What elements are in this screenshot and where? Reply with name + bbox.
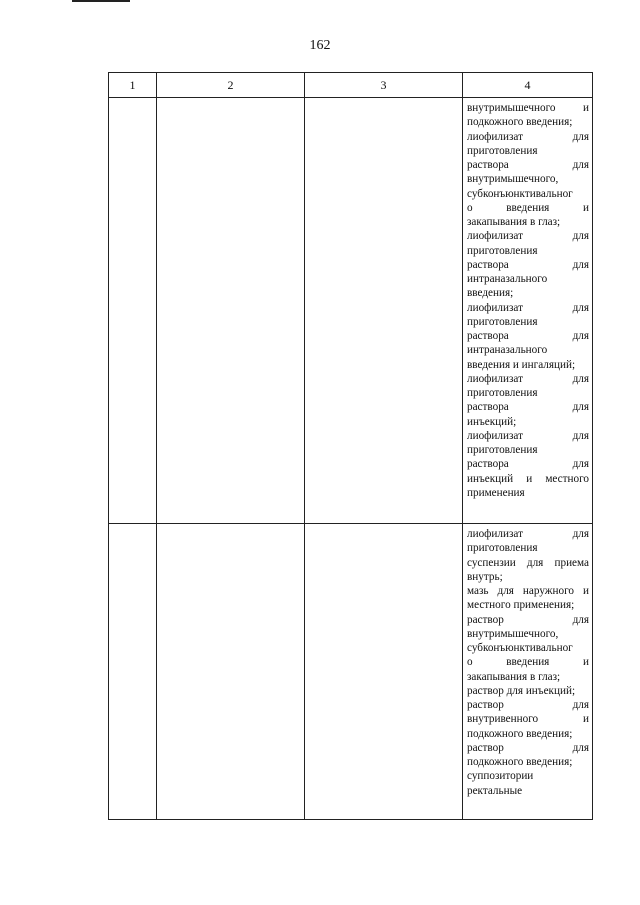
text-word: подкожного введения;: [467, 727, 573, 740]
text-line: [467, 244, 589, 258]
text-word: и: [582, 656, 589, 669]
text-word: для: [572, 258, 589, 271]
text-line: [467, 101, 589, 115]
text-word: и: [582, 201, 589, 214]
text-word: инъекций;: [467, 415, 517, 428]
text-line: [467, 641, 589, 655]
text-line: [467, 443, 589, 457]
document-table: [108, 72, 593, 820]
text-line: [467, 215, 589, 229]
text-line: [467, 429, 589, 443]
text-word: приготовления: [467, 144, 538, 157]
header-cell-1: 1: [109, 73, 157, 98]
text-word: раствор для инъекций;: [467, 684, 576, 697]
text-line: [467, 372, 589, 386]
text-word: введения: [506, 201, 550, 214]
text-line: [467, 784, 589, 798]
text-line: [467, 301, 589, 315]
text-word: внутривенного: [467, 713, 539, 726]
text-word: интраназального: [467, 344, 548, 357]
row2-col1-cell: [109, 524, 157, 820]
row1-col2-cell: [157, 98, 305, 524]
text-word: интраназального: [467, 273, 548, 285]
text-word: лиофилизат: [467, 130, 523, 143]
header-cell-2: 2: [157, 73, 305, 98]
row2-col2-cell: [157, 524, 305, 820]
text-word: инъекций: [467, 472, 514, 485]
text-word: для: [572, 613, 589, 626]
text-word: для: [526, 556, 544, 569]
text-line: [467, 286, 589, 300]
text-line: [467, 655, 589, 669]
text-word: и: [583, 713, 589, 726]
text-word: для: [572, 458, 589, 471]
text-line: [467, 684, 589, 698]
text-word: суспензии: [467, 556, 516, 569]
text-word: суппозитории: [467, 770, 534, 783]
text-line: [467, 457, 589, 471]
text-line: [467, 343, 589, 357]
text-word: и: [526, 472, 533, 485]
text-word: приготовления: [467, 542, 538, 555]
text-word: введения: [506, 656, 550, 669]
text-word: закапывания в глаз;: [467, 216, 561, 228]
text-word: приготовления: [467, 244, 538, 257]
text-word: для: [572, 401, 589, 414]
table-row: [109, 524, 593, 820]
text-line: [467, 670, 589, 684]
text-word: для: [572, 230, 589, 243]
text-word: для: [572, 159, 589, 171]
text-word: раствора: [467, 330, 509, 342]
text-word: внутрь;: [467, 570, 503, 583]
text-line: [467, 769, 589, 783]
text-word: раствора: [467, 159, 509, 171]
text-line: [467, 258, 589, 272]
text-line: [467, 315, 589, 329]
header-cell-4: 4: [463, 73, 593, 98]
header-cell-3: 3: [305, 73, 463, 98]
text-line: [467, 187, 589, 201]
text-line: [467, 727, 589, 741]
text-word: для: [497, 585, 514, 597]
text-word: раствор: [467, 741, 504, 754]
row2-dosage-forms-cell: [463, 524, 593, 820]
text-word: раствор: [467, 613, 504, 626]
text-line: [467, 741, 589, 755]
text-word: для: [572, 372, 589, 385]
text-line: [467, 158, 589, 172]
text-word: раствора: [467, 401, 509, 414]
text-word: для: [572, 301, 589, 314]
row1-dosage-forms-cell: [463, 98, 593, 524]
text-line: [467, 386, 589, 400]
text-line: [467, 527, 589, 541]
text-word: лиофилизат: [467, 528, 523, 540]
text-line: [467, 556, 589, 570]
text-word: введения;: [467, 287, 514, 300]
page-number: 162: [309, 38, 331, 53]
table-row: [109, 98, 593, 524]
text-word: местного: [545, 472, 589, 485]
text-line: [467, 755, 589, 769]
text-word: приема: [554, 556, 589, 569]
text-word: подкожного введения;: [467, 756, 573, 768]
row1-col1-cell: [109, 98, 157, 524]
row1-col3-cell: [305, 98, 463, 524]
text-line: [467, 472, 589, 486]
text-word: закапывания в глаз;: [467, 670, 561, 683]
text-line: [467, 329, 589, 343]
text-word: для: [572, 741, 589, 754]
text-line: [467, 272, 589, 286]
text-word: мазь: [467, 585, 489, 597]
text-word: внутримышечного,: [467, 173, 559, 186]
text-word: лиофилизат: [467, 372, 523, 385]
text-line: [467, 229, 589, 243]
text-word: лиофилизат: [467, 429, 523, 442]
text-word: о: [467, 201, 473, 214]
text-line: [467, 627, 589, 641]
text-word: для: [572, 330, 589, 342]
text-line: [467, 698, 589, 712]
text-word: применения: [467, 486, 525, 499]
text-word: ректальные: [467, 784, 523, 797]
text-line: [467, 598, 589, 612]
text-line: [467, 541, 589, 555]
text-word: подкожного введения;: [467, 116, 573, 129]
text-word: и: [582, 585, 589, 597]
top-left-rule: [72, 0, 130, 2]
text-word: наружного: [522, 585, 574, 597]
text-line: [467, 570, 589, 584]
text-word: о: [467, 656, 473, 669]
text-line: [467, 712, 589, 726]
text-line: [467, 415, 589, 429]
text-word: для: [572, 528, 589, 540]
text-word: раствора: [467, 258, 509, 271]
text-word: лиофилизат: [467, 301, 523, 314]
text-word: внутримышечного,: [467, 627, 559, 640]
text-word: приготовления: [467, 315, 538, 328]
text-word: субконъюнктивальног: [467, 642, 573, 654]
table-header-row: [109, 73, 593, 98]
text-word: приготовления: [467, 387, 538, 399]
text-word: для: [572, 699, 589, 711]
text-line: [467, 172, 589, 186]
text-word: раствор: [467, 699, 504, 711]
text-line: [467, 486, 589, 500]
text-line: [467, 201, 589, 215]
text-word: раствора: [467, 458, 509, 471]
text-line: [467, 613, 589, 627]
text-word: субконъюнктивальног: [467, 187, 573, 200]
text-word: и: [583, 102, 589, 114]
text-word: местного применения;: [467, 599, 575, 612]
text-line: [467, 358, 589, 372]
text-word: приготовления: [467, 444, 538, 456]
row2-col3-cell: [305, 524, 463, 820]
text-line: [467, 130, 589, 144]
text-line: [467, 144, 589, 158]
text-word: лиофилизат: [467, 230, 523, 243]
text-word: для: [572, 429, 589, 442]
text-word: введения и ингаляций;: [467, 358, 576, 371]
text-line: [467, 400, 589, 414]
text-word: для: [572, 130, 589, 143]
text-word: внутримышечного: [467, 102, 556, 114]
text-line: [467, 584, 589, 598]
text-line: [467, 115, 589, 129]
